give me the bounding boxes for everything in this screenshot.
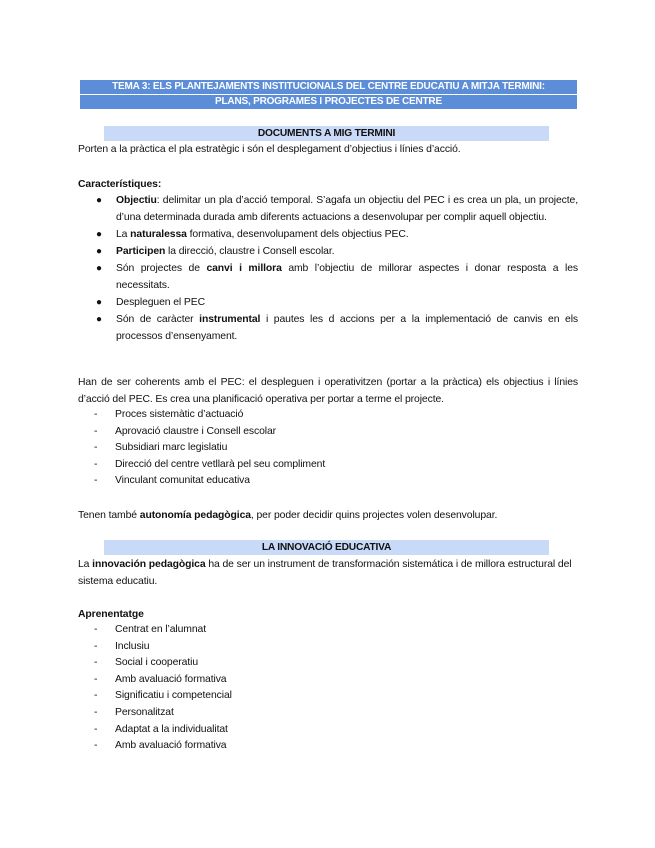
list-item-text: Vinculant comunitat educativa [115,475,250,487]
list-item-text: Personalitzat [115,706,174,718]
dash-icon: - [94,640,98,652]
dash-icon: - [94,475,98,487]
list-item [94,473,514,490]
dash-icon: - [94,458,98,470]
list-item [94,672,514,689]
dash-icon: - [94,442,98,454]
bullet-bold: instrumental [199,314,261,325]
innovation-bold: innovación pedagògica [92,559,206,570]
coherence-paragraph: Han de ser coherents amb el PEC: el despleguen i operativitzen (portar a la pràctica) els objectius i línies d’acció del PEC. Es crea una planificació operativa per portar a terme el projecte. [78,377,578,405]
dash-icon: - [94,657,98,669]
list-item [94,722,514,739]
bullet-bold: canvi i millora [206,263,282,274]
innovation-paragraph [78,556,578,590]
list-item [94,688,514,705]
list-item-text: Amb avaluació formativa [115,740,227,752]
list-item [94,705,514,722]
bullet-text: formativa, desenvolupament dels objectius PEC. [186,229,409,240]
list-item-text: Amb avaluació formativa [115,673,227,685]
bullet-icon: ● [96,297,102,308]
autonomy-text: , per poder decidir quins projectes volen desenvolupar. [250,510,498,521]
list-item-text: Aprovació claustre i Consell escolar [115,425,276,437]
bullet-text: Són de caràcter [116,314,200,325]
list-item [94,622,514,639]
bullet-text: Són projectes de [116,263,207,274]
list-item [94,457,514,474]
characteristics-list [96,192,578,345]
process-list [94,407,514,490]
bullet-bold: naturalessa [130,229,187,240]
intro-paragraph: Porten a la pràctica el pla estratègic i són el desplegament d’objectius i línies d’acció. [78,144,461,155]
dash-icon: - [94,723,98,735]
title-line-1: TEMA 3: ELS PLANTEJAMENTS INSTITUCIONALS DEL CENTRE EDUCATIU A MITJA TERMINI: [80,80,577,94]
bullet-bold: Objectiu [116,195,157,206]
list-item [96,226,578,243]
list-item [94,424,514,441]
list-item [96,311,578,345]
title-line-2: PLANS, PROGRAMES I PROJECTES DE CENTRE [80,95,577,109]
dash-icon: - [94,409,98,420]
dash-icon: - [94,740,98,752]
bullet-icon: ● [96,263,102,274]
dash-icon: - [94,673,98,685]
list-item-text: Social i cooperatiu [115,657,199,669]
list-item-text: Inclusiu [115,640,150,652]
bullet-text: i pautes les d accions per a la implementació de canvis en els processos d’ensenyament. [116,314,578,342]
list-item [94,407,514,424]
autonomy-paragraph [78,507,578,524]
list-item-text: Subsidiari marc legislatiu [115,442,228,454]
list-item-text: Adaptat a la individualitat [115,723,228,735]
list-item [94,440,514,457]
dash-icon: - [94,690,98,702]
bullet-text: la direcció, claustre i Consell escolar. [165,246,335,257]
bullet-text: Despleguen el PEC [116,297,205,308]
innovation-text: La [78,559,93,570]
list-item-text: Proces sistemàtic d’actuació [115,409,244,420]
list-item [94,738,514,755]
dash-icon: - [94,624,98,635]
bullet-icon: ● [96,246,102,257]
list-item [94,639,514,656]
section-heading-documents: DOCUMENTS A MIG TERMINI [104,126,549,141]
innovation-text: ha de ser un instrument de transformación sistemática i de millora estructural del sistema educatiu. [78,559,572,587]
list-item [94,655,514,672]
dash-icon: - [94,425,98,437]
autonomy-bold: autonomía pedagògica [139,510,251,521]
bullet-icon: ● [96,195,102,206]
autonomy-text: Tenen també [78,510,140,521]
learning-list [94,622,514,755]
bullet-text: La [116,229,131,240]
list-item-text: Centrat en l’alumnat [115,624,206,635]
bullet-bold: Participen [116,246,166,257]
bullet-text: amb l’objectiu de millorar aspectes i donar resposta a les necessitats. [116,263,578,291]
list-item [96,243,578,260]
characteristics-label: Característiques: [78,179,162,190]
bullet-icon: ● [96,314,102,325]
list-item-text: Direcció del centre vetllarà pel seu compliment [115,458,326,470]
bullet-icon: ● [96,229,102,240]
list-item-text: Significatiu i competencial [115,690,232,702]
list-item [96,192,578,226]
list-item [96,260,578,294]
dash-icon: - [94,706,98,718]
section-heading-innovation: LA INNOVACIÓ EDUCATIVA [104,540,549,555]
learning-label: Aprenentatge [78,609,144,620]
list-item [96,294,578,311]
bullet-text: : delimitar un pla d’acció temporal. S’agafa un objectiu del PEC i es crea un pla, un projecte, d’una determinada durada amb diferents actuacions a desenvolupar per complir aquell objectiu. [116,195,578,223]
